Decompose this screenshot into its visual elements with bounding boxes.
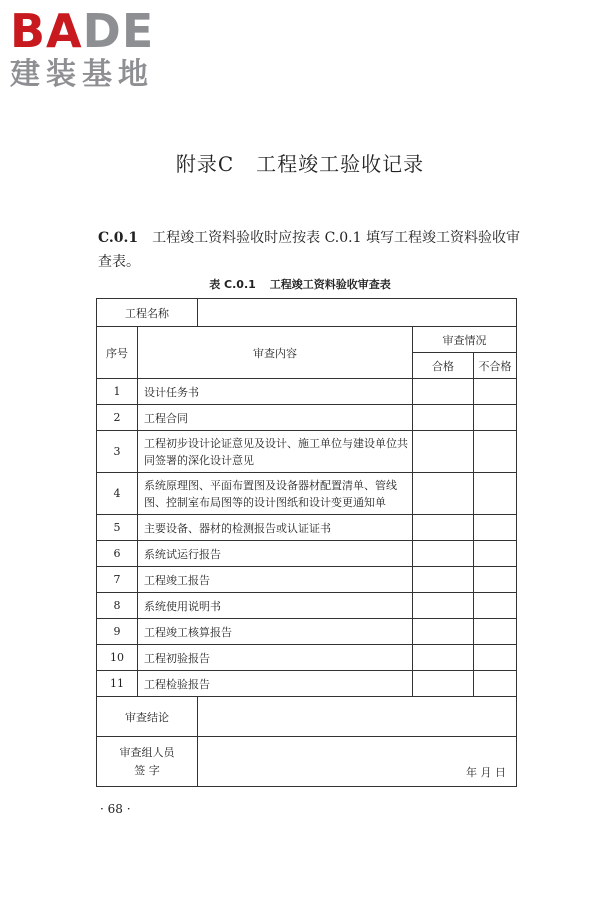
row-fail-cell[interactable] (474, 405, 517, 431)
conclusion-field[interactable] (198, 697, 517, 737)
project-name-label: 工程名称 (97, 299, 198, 327)
row-content: 工程检验报告 (138, 671, 413, 697)
row-content: 工程初验报告 (138, 645, 413, 671)
row-content: 工程竣工核算报告 (138, 619, 413, 645)
logo-wordmark: BADE (10, 4, 155, 58)
row-content: 工程竣工报告 (138, 567, 413, 593)
conclusion-row (97, 697, 517, 737)
row-fail-cell[interactable] (474, 593, 517, 619)
table-caption-number: 表 C.0.1 (209, 278, 256, 291)
row-number: 8 (97, 593, 138, 619)
appendix-heading: 工程竣工验收记录 (256, 152, 425, 176)
row-pass-cell[interactable] (413, 379, 474, 405)
row-number: 5 (97, 515, 138, 541)
row-fail-cell[interactable] (474, 541, 517, 567)
table-row (97, 671, 517, 697)
row-pass-cell[interactable] (413, 567, 474, 593)
row-pass-cell[interactable] (413, 473, 474, 515)
clause-number: C.0.1 (98, 230, 139, 246)
page-number: · 68 · (100, 802, 131, 816)
date-placeholder: 年 月 日 (466, 766, 506, 779)
appendix-label: 附录C (175, 152, 235, 176)
appendix-title (0, 148, 600, 177)
bade-logo (10, 6, 180, 92)
header-seq: 序号 (97, 327, 138, 379)
table-row (97, 593, 517, 619)
row-pass-cell[interactable] (413, 541, 474, 567)
table-row (97, 567, 517, 593)
table-row (97, 431, 517, 473)
signers-label-line2: 签 字 (134, 763, 160, 777)
row-number: 1 (97, 379, 138, 405)
row-content: 工程合同 (138, 405, 413, 431)
header-content: 审查内容 (138, 327, 413, 379)
signers-label (97, 737, 198, 787)
row-content: 系统试运行报告 (138, 541, 413, 567)
row-number: 9 (97, 619, 138, 645)
row-pass-cell[interactable] (413, 431, 474, 473)
row-pass-cell[interactable] (413, 645, 474, 671)
signers-label-line1: 审查组人员 (119, 745, 175, 759)
project-name-value[interactable] (198, 299, 517, 327)
clause-paragraph (98, 226, 522, 274)
row-content: 工程初步设计论证意见及设计、施工单位与建设单位共同签署的深化设计意见 (138, 431, 413, 473)
row-fail-cell[interactable] (474, 619, 517, 645)
row-number: 6 (97, 541, 138, 567)
header-fail: 不合格 (474, 353, 517, 379)
table-row (97, 473, 517, 515)
row-fail-cell[interactable] (474, 379, 517, 405)
row-content: 系统原理图、平面布置图及设备器材配置清单、管线图、控制室布局图等的设计图纸和设计变更通知单 (138, 473, 413, 515)
row-number: 2 (97, 405, 138, 431)
table-row (97, 515, 517, 541)
row-fail-cell[interactable] (474, 431, 517, 473)
table-caption (0, 276, 600, 292)
table-caption-text: 工程竣工资料验收审查表 (269, 278, 391, 291)
signature-field[interactable] (198, 737, 517, 787)
project-name-row (97, 299, 517, 327)
row-number: 3 (97, 431, 138, 473)
table-row (97, 541, 517, 567)
table-row (97, 379, 517, 405)
row-pass-cell[interactable] (413, 619, 474, 645)
row-number: 7 (97, 567, 138, 593)
row-number: 4 (97, 473, 138, 515)
conclusion-label: 审查结论 (97, 697, 198, 737)
review-table (96, 298, 517, 787)
row-fail-cell[interactable] (474, 473, 517, 515)
row-number: 10 (97, 645, 138, 671)
row-pass-cell[interactable] (413, 671, 474, 697)
table-row (97, 645, 517, 671)
row-pass-cell[interactable] (413, 593, 474, 619)
row-fail-cell[interactable] (474, 515, 517, 541)
row-content: 设计任务书 (138, 379, 413, 405)
header-status: 审查情况 (413, 327, 517, 353)
row-fail-cell[interactable] (474, 671, 517, 697)
row-content: 主要设备、器材的检测报告或认证证书 (138, 515, 413, 541)
logo-subtitle: 建装基地 (10, 57, 154, 92)
clause-text: 工程竣工资料验收时应按表 C.0.1 填写工程竣工资料验收审查表。 (98, 230, 520, 270)
row-content: 系统使用说明书 (138, 593, 413, 619)
row-pass-cell[interactable] (413, 515, 474, 541)
signature-row (97, 737, 517, 787)
header-pass: 合格 (413, 353, 474, 379)
row-number: 11 (97, 671, 138, 697)
row-fail-cell[interactable] (474, 645, 517, 671)
header-row (97, 327, 517, 353)
row-pass-cell[interactable] (413, 405, 474, 431)
table-row (97, 619, 517, 645)
row-fail-cell[interactable] (474, 567, 517, 593)
table-row (97, 405, 517, 431)
